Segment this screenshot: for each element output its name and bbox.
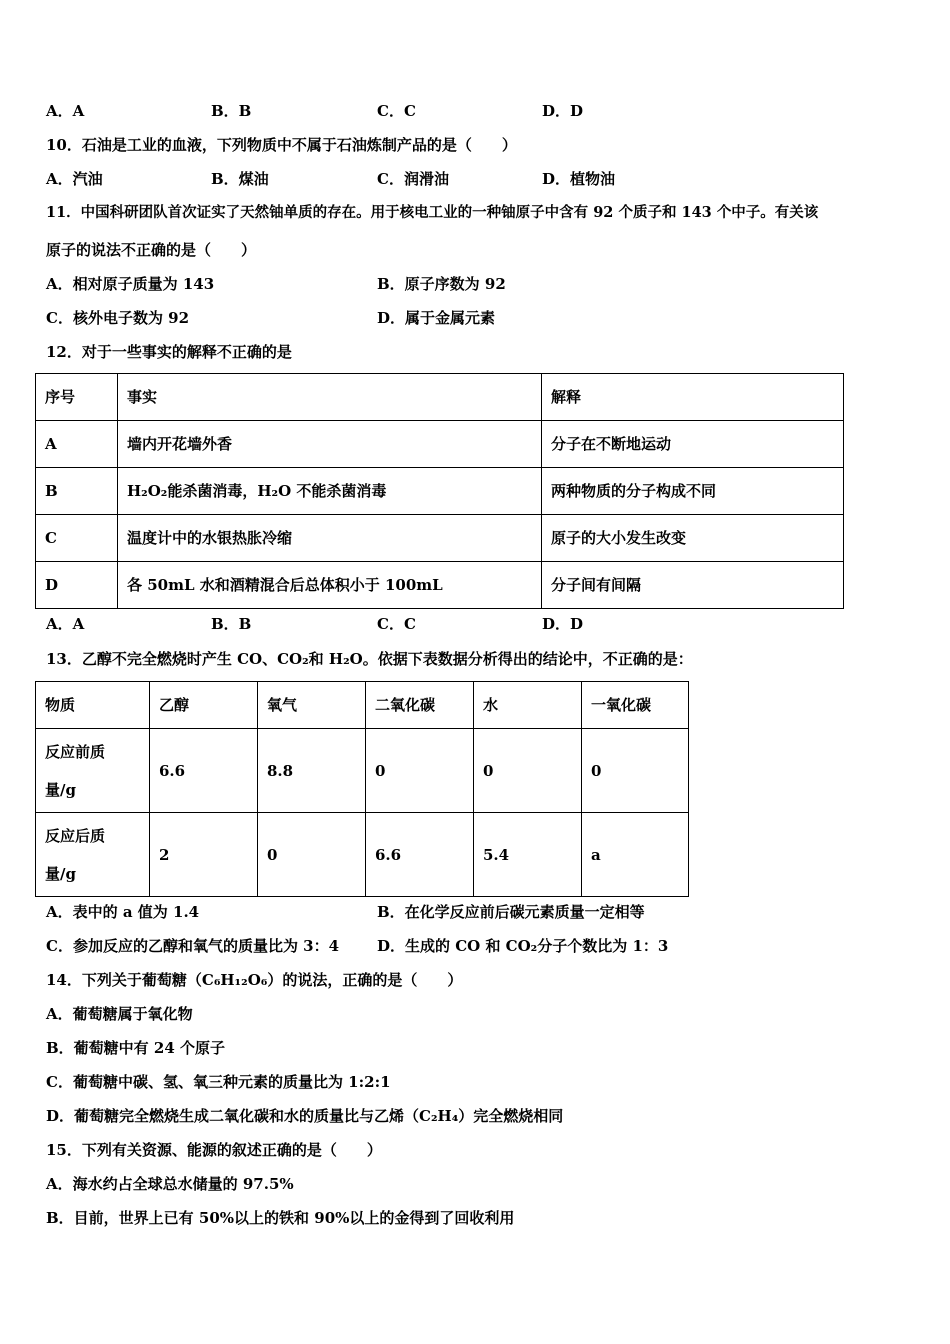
q13-option-d[interactable]: D．生成的 CO 和 CO₂分子个数比为 1：3 — [377, 937, 669, 955]
q11-option-b[interactable]: B．原子序数为 92 — [377, 275, 506, 293]
row-index: A — [36, 421, 118, 468]
q9-option-d[interactable]: D．D — [542, 102, 584, 120]
q12-options — [46, 614, 726, 634]
row-fact: 墙内开花墙外香 — [118, 421, 542, 468]
q15-stem: 15．下列有关资源、能源的叙述正确的是（ ） — [46, 1141, 382, 1159]
q13-option-b[interactable]: B．在化学反应前后碳元素质量一定相等 — [377, 903, 645, 921]
q14-option-a[interactable]: A．葡萄糖属于氧化物 — [46, 1005, 193, 1023]
q10-option-d[interactable]: D．植物油 — [542, 170, 616, 188]
row-fact: 各 50mL 水和酒精混合后总体积小于 100mL — [118, 562, 542, 609]
q11-options-row1 — [46, 274, 886, 294]
row-index: B — [36, 468, 118, 515]
q9-option-c[interactable]: C．C — [377, 102, 416, 120]
row-label-line2: 量/g — [45, 780, 76, 799]
row-label — [36, 729, 150, 813]
header-cell-oxygen: 氧气 — [258, 682, 366, 729]
row-label-line1: 反应后质 — [45, 826, 106, 845]
q14-option-b[interactable]: B．葡萄糖中有 24 个原子 — [46, 1039, 225, 1057]
table-header-row — [36, 682, 689, 729]
q13-option-a[interactable]: A．表中的 a 值为 1.4 — [46, 903, 200, 921]
q11-stem-line1: 11．中国科研团队首次证实了天然铀单质的存在。用于核电工业的一种铀原子中含有 92 个质子和 143 个中子。有关该 — [46, 204, 819, 221]
row-index: D — [36, 562, 118, 609]
row-label-line2: 量/g — [45, 864, 76, 883]
q15-option-a[interactable]: A．海水约占全球总水储量的 97.5% — [46, 1175, 294, 1193]
q11-stem-line2: 原子的说法不正确的是（ ） — [46, 241, 257, 259]
row-explanation: 分子间有间隔 — [542, 562, 844, 609]
row-explanation: 原子的大小发生改变 — [542, 515, 844, 562]
cell-oxygen: 0 — [258, 813, 366, 897]
cell-co: 0 — [582, 729, 689, 813]
q9-options — [46, 101, 726, 121]
q14-option-c[interactable]: C．葡萄糖中碳、氢、氧三种元素的质量比为 1:2:1 — [46, 1073, 391, 1091]
q10-option-b[interactable]: B．煤油 — [211, 170, 269, 188]
row-label-line1: 反应前质 — [45, 742, 106, 761]
row-label — [36, 813, 150, 897]
header-cell-water: 水 — [474, 682, 582, 729]
q14-stem: 14．下列关于葡萄糖（C₆H₁₂O₆）的说法，正确的是（ ） — [46, 971, 463, 989]
q11-options-row2 — [46, 308, 886, 328]
cell-water: 5.4 — [474, 813, 582, 897]
header-cell-ethanol: 乙醇 — [150, 682, 258, 729]
header-cell-co2: 二氧化碳 — [366, 682, 474, 729]
header-cell-co: 一氧化碳 — [582, 682, 689, 729]
cell-co2: 0 — [366, 729, 474, 813]
table-row — [36, 729, 689, 813]
cell-oxygen: 8.8 — [258, 729, 366, 813]
cell-co: a — [582, 813, 689, 897]
q11-option-a[interactable]: A．相对原子质量为 143 — [46, 275, 215, 293]
header-cell-fact: 事实 — [118, 374, 542, 421]
q11-option-d[interactable]: D．属于金属元素 — [377, 309, 496, 327]
row-explanation: 两种物质的分子构成不同 — [542, 468, 844, 515]
row-explanation: 分子在不断地运动 — [542, 421, 844, 468]
table-row — [36, 562, 844, 609]
cell-co2: 6.6 — [366, 813, 474, 897]
row-index: C — [36, 515, 118, 562]
q13-option-c[interactable]: C．参加反应的乙醇和氧气的质量比为 3：4 — [46, 937, 340, 955]
q12-option-c[interactable]: C．C — [377, 615, 416, 633]
table-row — [36, 421, 844, 468]
row-fact: H₂O₂能杀菌消毒，H₂O 不能杀菌消毒 — [118, 468, 542, 515]
table-row — [36, 468, 844, 515]
q10-option-c[interactable]: C．润滑油 — [377, 170, 449, 188]
q15-option-b[interactable]: B．目前，世界上已有 50%以上的铁和 90%以上的金得到了回收利用 — [46, 1209, 515, 1227]
header-cell-index: 序号 — [36, 374, 118, 421]
header-cell-substance: 物质 — [36, 682, 150, 729]
row-fact: 温度计中的水银热胀冷缩 — [118, 515, 542, 562]
q12-stem: 12．对于一些事实的解释不正确的是 — [46, 343, 292, 361]
header-cell-explanation: 解释 — [542, 374, 844, 421]
q14-option-d[interactable]: D．葡萄糖完全燃烧生成二氧化碳和水的质量比与乙烯（C₂H₄）完全燃烧相同 — [46, 1107, 564, 1125]
cell-water: 0 — [474, 729, 582, 813]
q10-option-a[interactable]: A．汽油 — [46, 170, 103, 188]
q13-options-row1 — [46, 902, 886, 922]
cell-ethanol: 6.6 — [150, 729, 258, 813]
q11-option-c[interactable]: C．核外电子数为 92 — [46, 309, 190, 327]
q13-stem: 13．乙醇不完全燃烧时产生 CO、CO₂和 H₂O。依据下表数据分析得出的结论中，不正确的是： — [46, 650, 693, 668]
cell-ethanol: 2 — [150, 813, 258, 897]
q12-table — [35, 373, 844, 609]
q12-option-b[interactable]: B．B — [211, 615, 252, 633]
q12-option-d[interactable]: D．D — [542, 615, 584, 633]
q9-option-a[interactable]: A．A — [46, 102, 85, 120]
q10-stem: 10．石油是工业的血液，下列物质中不属于石油炼制产品的是（ ） — [46, 136, 517, 154]
table-header-row — [36, 374, 844, 421]
table-row — [36, 515, 844, 562]
q12-option-a[interactable]: A．A — [46, 615, 85, 633]
q10-options — [46, 169, 726, 189]
q13-options-row2 — [46, 936, 886, 956]
q9-option-b[interactable]: B．B — [211, 102, 252, 120]
q13-table — [35, 681, 689, 897]
table-row — [36, 813, 689, 897]
